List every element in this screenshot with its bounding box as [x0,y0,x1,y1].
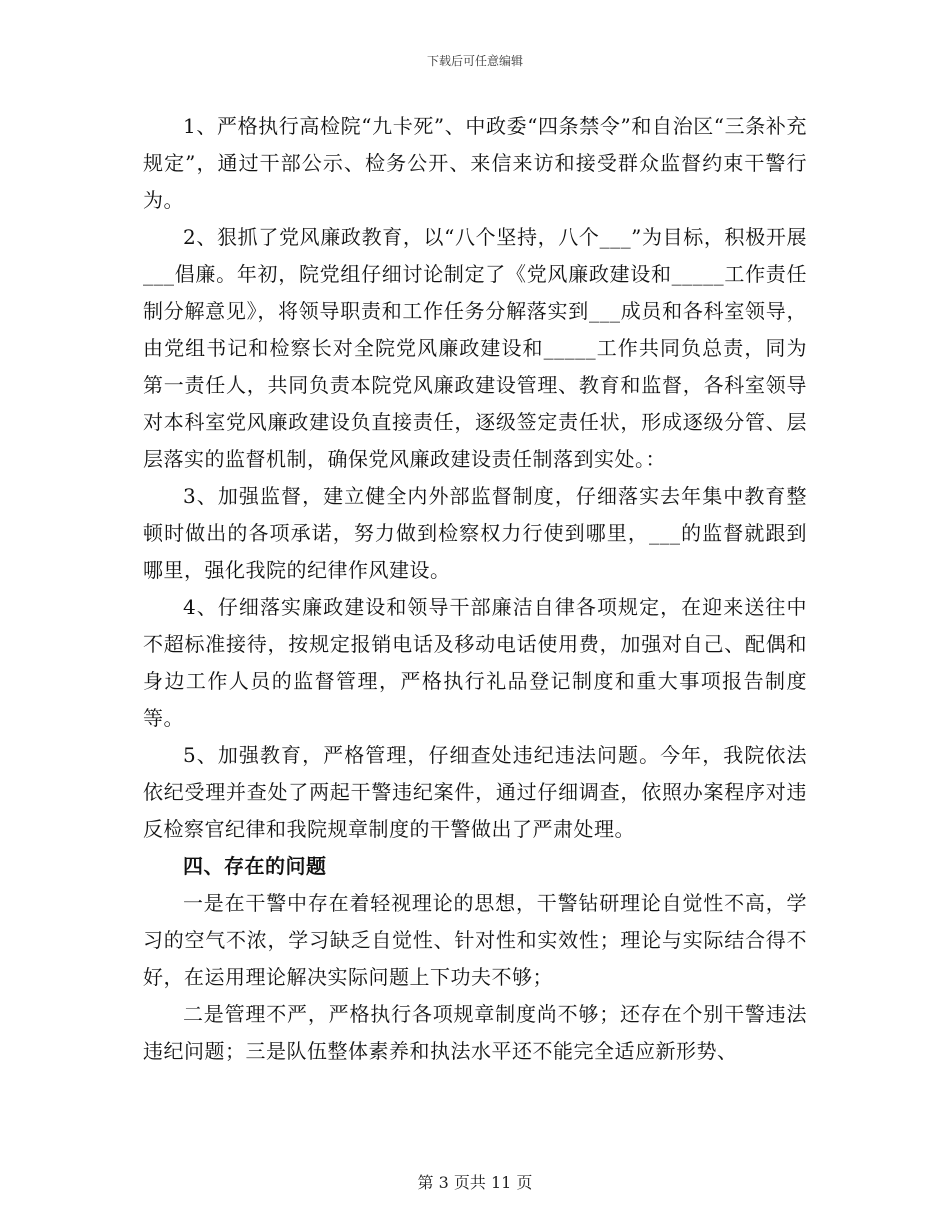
paragraph-item-4: 4、仔细落实廉政建设和领导干部廉洁自律各项规定，在迎来送往中不超标准接待，按规定报销电话及移动电话使用费，加强对自己、配偶和身边工作人员的监督管理，严格执行礼品登记制度和重大事项报告制度等。 [143,595,807,730]
page-header: 下载后可任意编辑 [426,54,523,68]
page-footer: 第 3 页共 11 页 [417,1173,533,1192]
document-body [143,108,807,1070]
issue-paragraph-1: 一是在干警中存在着轻视理论的思想，干警钻研理论自觉性不高，学习的空气不浓，学习缺乏自觉性、针对性和实效性；理论与实际结合得不好，在运用理论解决实际问题上下功夫不够； [143,891,807,989]
paragraph-item-2: 2、狠抓了党风廉政教育，以“八个坚持，八个___”为目标，积极开展___倡廉。年初，院党组仔细讨论制定了《党风廉政建设和_____工作责任制分解意见》，将领导职责和工作任务分解落实到___成员和各科室领导，由党组书记和检察长对全院党风廉政建设和_____工作共同负总责，同为第一责任人，共同负责本院党风廉政建设管理、教育和监督，各科室领导对本科室党风廉政建设负直接责任，逐级签定责任状，形成逐级分管、层层落实的监督机制，确保党风廉政建设责任制落到实处。： [143,225,807,471]
paragraph-item-5: 5、加强教育，严格管理，仔细查处违纪违法问题。今年，我院依法依纪受理并查处了两起干警违纪案件，通过仔细调查，依照办案程序对违反检察官纪律和我院规章制度的干警做出了严肃处理。 [143,743,807,841]
paragraph-item-1: 1、严格执行高检院“九卡死”、中政委“四条禁令”和自治区“三条补充规定”，通过干部公示、检务公开、来信来访和接受群众监督约束干警行为。 [143,114,807,212]
section-heading: 四、存在的问题 [183,854,327,878]
paragraph-item-3: 3、加强监督，建立健全内外部监督制度，仔细落实去年集中教育整顿时做出的各项承诺，努力做到检察权力行使到哪里，___的监督就跟到哪里，强化我院的纪律作风建设。 [143,484,807,582]
issue-paragraph-2: 二是管理不严，严格执行各项规章制度尚不够；还存在个别干警违法违纪问题；三是队伍整体素养和执法水平还不能完全适应新形势、 [143,1002,807,1063]
